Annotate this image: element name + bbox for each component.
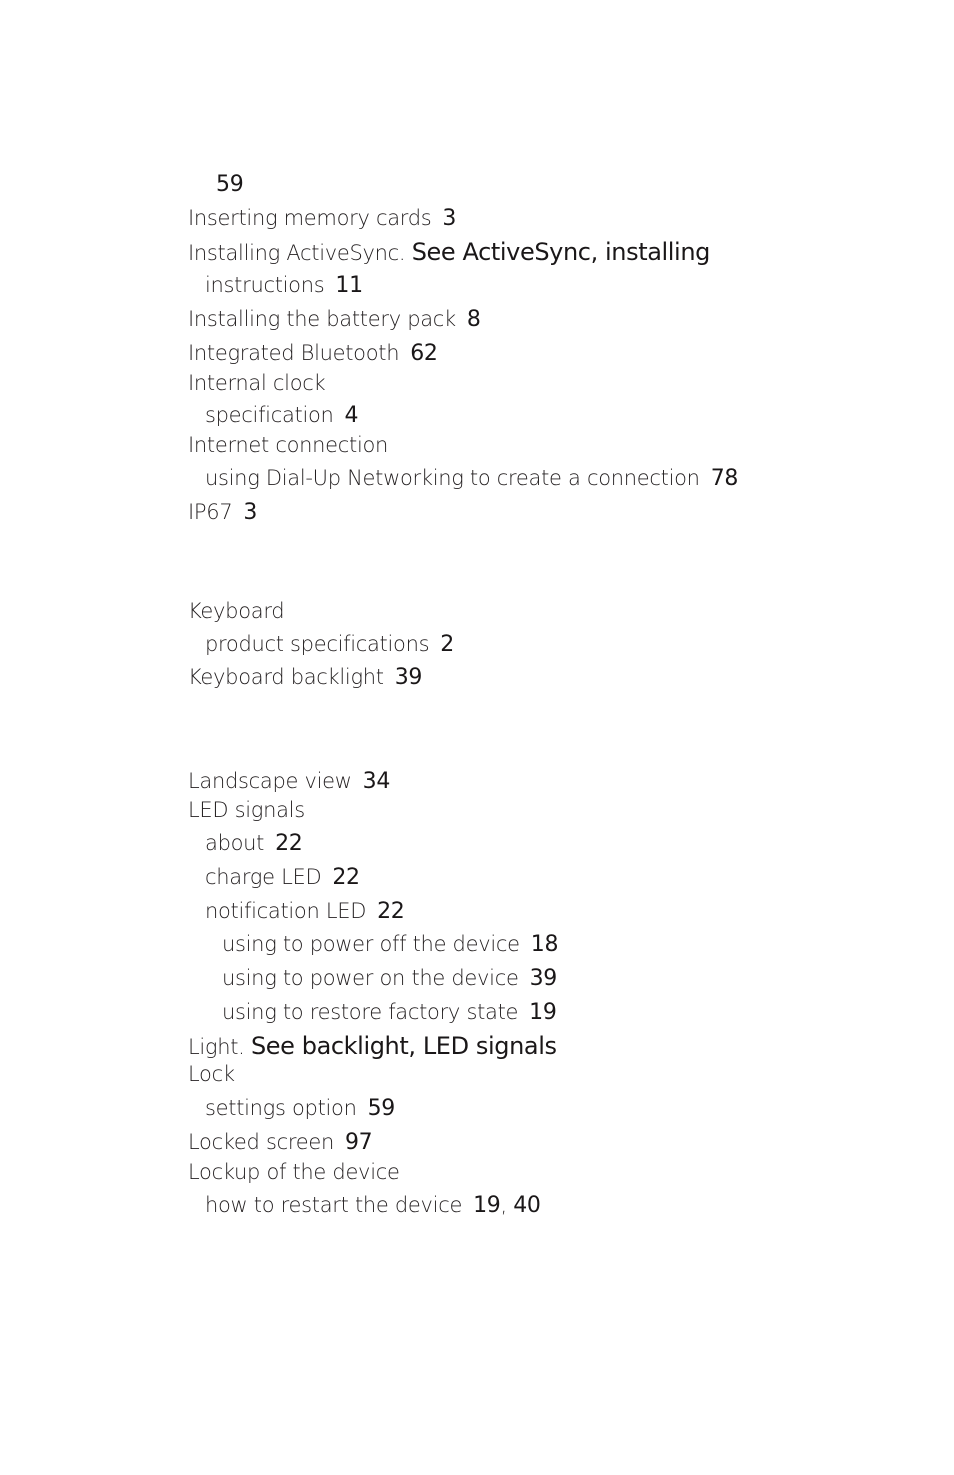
index-page-ref[interactable]: 2 bbox=[440, 632, 454, 657]
index-entry-installing-battery-pack bbox=[188, 309, 481, 331]
index-entry-internal-clock bbox=[188, 373, 325, 394]
index-term: how to restart the device bbox=[205, 1193, 463, 1217]
index-term: instructions bbox=[205, 273, 325, 297]
index-entry-lockup-of-the-device bbox=[188, 1162, 400, 1183]
index-entry-landscape-view bbox=[188, 771, 390, 793]
index-term: notification LED bbox=[205, 899, 367, 923]
index-term: Lock bbox=[188, 1062, 235, 1086]
index-see-reference[interactable]: See backlight, LED signals bbox=[250, 1032, 557, 1060]
index-page-ref[interactable]: 39 bbox=[529, 966, 557, 991]
index-page-ref[interactable]: 22 bbox=[332, 865, 360, 890]
index-term: Internal clock bbox=[188, 371, 326, 395]
index-entry-integrated-bluetooth bbox=[188, 343, 438, 365]
index-subentry-settings-option bbox=[205, 1098, 395, 1120]
index-continuation bbox=[216, 174, 243, 196]
index-term: using to power off the device bbox=[222, 932, 520, 956]
index-term: Integrated Bluetooth bbox=[188, 341, 400, 365]
index-page-ref[interactable]: 78 bbox=[710, 466, 739, 491]
index-term: Installing ActiveSync. bbox=[188, 241, 406, 265]
index-term: Light. bbox=[188, 1035, 245, 1059]
index-subentry-specification bbox=[205, 405, 358, 427]
index-page-ref[interactable]: 59 bbox=[367, 1096, 396, 1121]
index-term: using Dial-Up Networking to create a connection bbox=[205, 466, 700, 490]
index-page-ref[interactable]: 40 bbox=[513, 1193, 541, 1218]
index-term: charge LED bbox=[205, 865, 322, 889]
index-term: using to restore factory state bbox=[222, 1000, 519, 1024]
index-term: Inserting memory cards bbox=[188, 206, 432, 230]
index-page-separator: , bbox=[500, 1193, 514, 1217]
index-page-ref[interactable]: 59 bbox=[216, 172, 244, 197]
index-term: Installing the battery pack bbox=[188, 307, 456, 331]
index-page-ref[interactable]: 39 bbox=[394, 665, 423, 690]
index-entry-led-signals bbox=[188, 800, 305, 821]
index-term: using to power on the device bbox=[222, 966, 519, 990]
index-entry-locked-screen bbox=[188, 1132, 372, 1154]
index-subsubentry-restore-factory-state bbox=[222, 1002, 557, 1024]
index-page-ref[interactable]: 3 bbox=[243, 500, 258, 525]
index-entry-lock bbox=[188, 1064, 235, 1085]
index-subentry-dial-up-networking bbox=[205, 468, 738, 490]
index-term: Lockup of the device bbox=[188, 1160, 400, 1184]
index-page-ref[interactable]: 18 bbox=[530, 932, 559, 957]
index-page-ref[interactable]: 8 bbox=[466, 307, 481, 332]
index-page-ref[interactable]: 19 bbox=[473, 1193, 501, 1218]
index-subentry-about bbox=[205, 833, 303, 855]
index-entry-keyboard bbox=[188, 601, 284, 622]
index-page-ref[interactable]: 11 bbox=[335, 273, 363, 298]
index-term: settings option bbox=[205, 1096, 357, 1120]
index-page-ref[interactable]: 19 bbox=[529, 1000, 557, 1025]
index-term: IP67 bbox=[188, 500, 233, 524]
index-entry-ip67 bbox=[188, 502, 257, 524]
index-subentry-notification-led bbox=[205, 901, 405, 923]
index-term: Locked screen bbox=[188, 1130, 334, 1154]
index-term: Landscape view bbox=[188, 769, 352, 793]
index-entry-light bbox=[188, 1034, 557, 1058]
index-entry-internet-connection bbox=[188, 435, 388, 456]
index-page-ref[interactable]: 97 bbox=[344, 1130, 373, 1155]
index-see-reference[interactable]: See ActiveSync, installing bbox=[411, 238, 710, 266]
index-page-ref[interactable]: 3 bbox=[442, 206, 457, 231]
index-term: Internet connection bbox=[188, 433, 389, 457]
index-entry-installing-activesync bbox=[188, 240, 710, 264]
index-term: Keyboard backlight bbox=[188, 665, 384, 689]
index-term: LED signals bbox=[188, 798, 305, 822]
index-term: about bbox=[205, 831, 265, 855]
index-page-ref[interactable]: 34 bbox=[362, 769, 391, 794]
index-subsubentry-power-on bbox=[222, 968, 557, 990]
index-subentry-how-to-restart bbox=[205, 1195, 541, 1217]
index-page-ref[interactable]: 62 bbox=[410, 341, 438, 366]
index-term: Keyboard bbox=[188, 599, 285, 623]
index-subentry-charge-led bbox=[205, 867, 360, 889]
index-subsubentry-power-off bbox=[222, 934, 558, 956]
index-page-ref[interactable]: 22 bbox=[275, 831, 303, 856]
index-page-ref[interactable]: 22 bbox=[377, 899, 405, 924]
index-entry-inserting-memory-cards bbox=[188, 208, 456, 230]
index-page-ref[interactable]: 4 bbox=[344, 403, 359, 428]
index-entry-keyboard-backlight bbox=[188, 667, 422, 689]
index-subentry-instructions bbox=[205, 275, 363, 297]
index-term: product specifications bbox=[205, 632, 430, 656]
index-subentry-product-specifications bbox=[205, 634, 454, 656]
index-term: specification bbox=[205, 403, 334, 427]
